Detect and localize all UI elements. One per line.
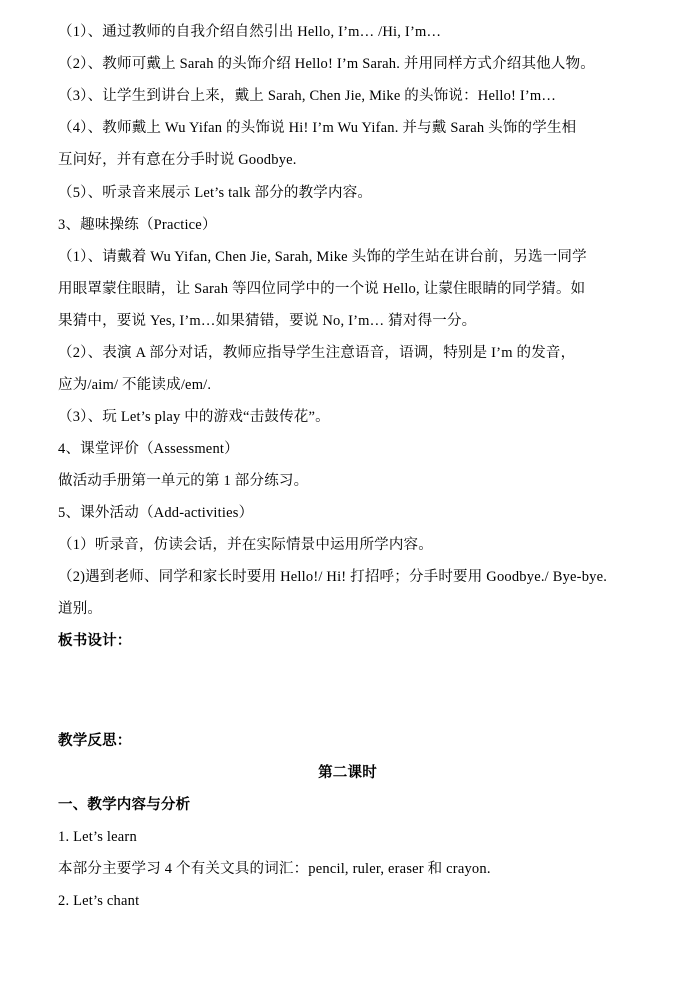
section-heading: 4、课堂评价（Assessment） [58,441,239,457]
text-line: （3）、让学生到讲台上来，戴上 Sarah, Chen Jie, Mike 的头饰说：Hello! I’m… [58,88,557,104]
text-line: （1）、请戴着 Wu Yifan, Chen Jie, Sarah, Mike 头饰的学生站在讲台前，另选一同学 [58,249,587,265]
text-line: 果猜中，要说 Yes, I’m…如果猜错，要说 No, I’m… 猜对得一分。 [58,313,477,329]
text-line: （5）、听录音来展示 Let’s talk 部分的教学内容。 [58,185,373,201]
section-heading: 5、课外活动（Add-activities） [58,505,254,521]
section-heading: 一、教学内容与分析 [58,797,191,813]
text-line: 应为/aim/ 不能读成/em/. [58,377,212,393]
text-line: 道别。 [58,601,103,617]
text-line: 2. Let’s chant [58,893,140,909]
text-line: （4）、教师戴上 Wu Yifan 的头饰说 Hi! I’m Wu Yifan. 并与戴 Sarah 头饰的学生相 [58,120,577,136]
teaching-reflection-heading: 教学反思： [58,733,132,749]
text-line: （1）、通过教师的自我介绍自然引出 Hello, I’m… /Hi, I’m… [58,24,442,40]
text-line: （2）、表演 A 部分对话，教师应指导学生注意语音，语调，特别是 I’m 的发音， [58,345,576,361]
lesson-title: 第二课时 [318,765,377,781]
text-line: （3）、玩 Let’s play 中的游戏“击鼓传花”。 [58,409,330,425]
board-design-heading: 板书设计： [58,633,132,649]
text-line: （2)遇到老师、同学和家长时要用 Hello!/ Hi! 打招呼；分手时要用 Goodbye./ Bye-bye. [58,569,608,585]
text-line: 用眼罩蒙住眼睛，让 Sarah 等四位同学中的一个说 Hello, 让蒙住眼睛的同学猜。如 [58,281,586,297]
text-line: 1. Let’s learn [58,829,137,845]
text-line: （1）听录音，仿读会话，并在实际情景中运用所学内容。 [58,537,433,553]
text-line: 做活动手册第一单元的第 1 部分练习。 [58,473,309,489]
section-heading: 3、趣味操练（Practice） [58,217,217,233]
text-line: （2）、教师可戴上 Sarah 的头饰介绍 Hello! I’m Sarah. 并用同样方式介绍其他人物。 [58,56,595,72]
text-line: 互问好，并有意在分手时说 Goodbye. [58,152,297,168]
text-line: 本部分主要学习 4 个有关文具的词汇：pencil, ruler, eraser 和 crayon. [58,861,491,877]
